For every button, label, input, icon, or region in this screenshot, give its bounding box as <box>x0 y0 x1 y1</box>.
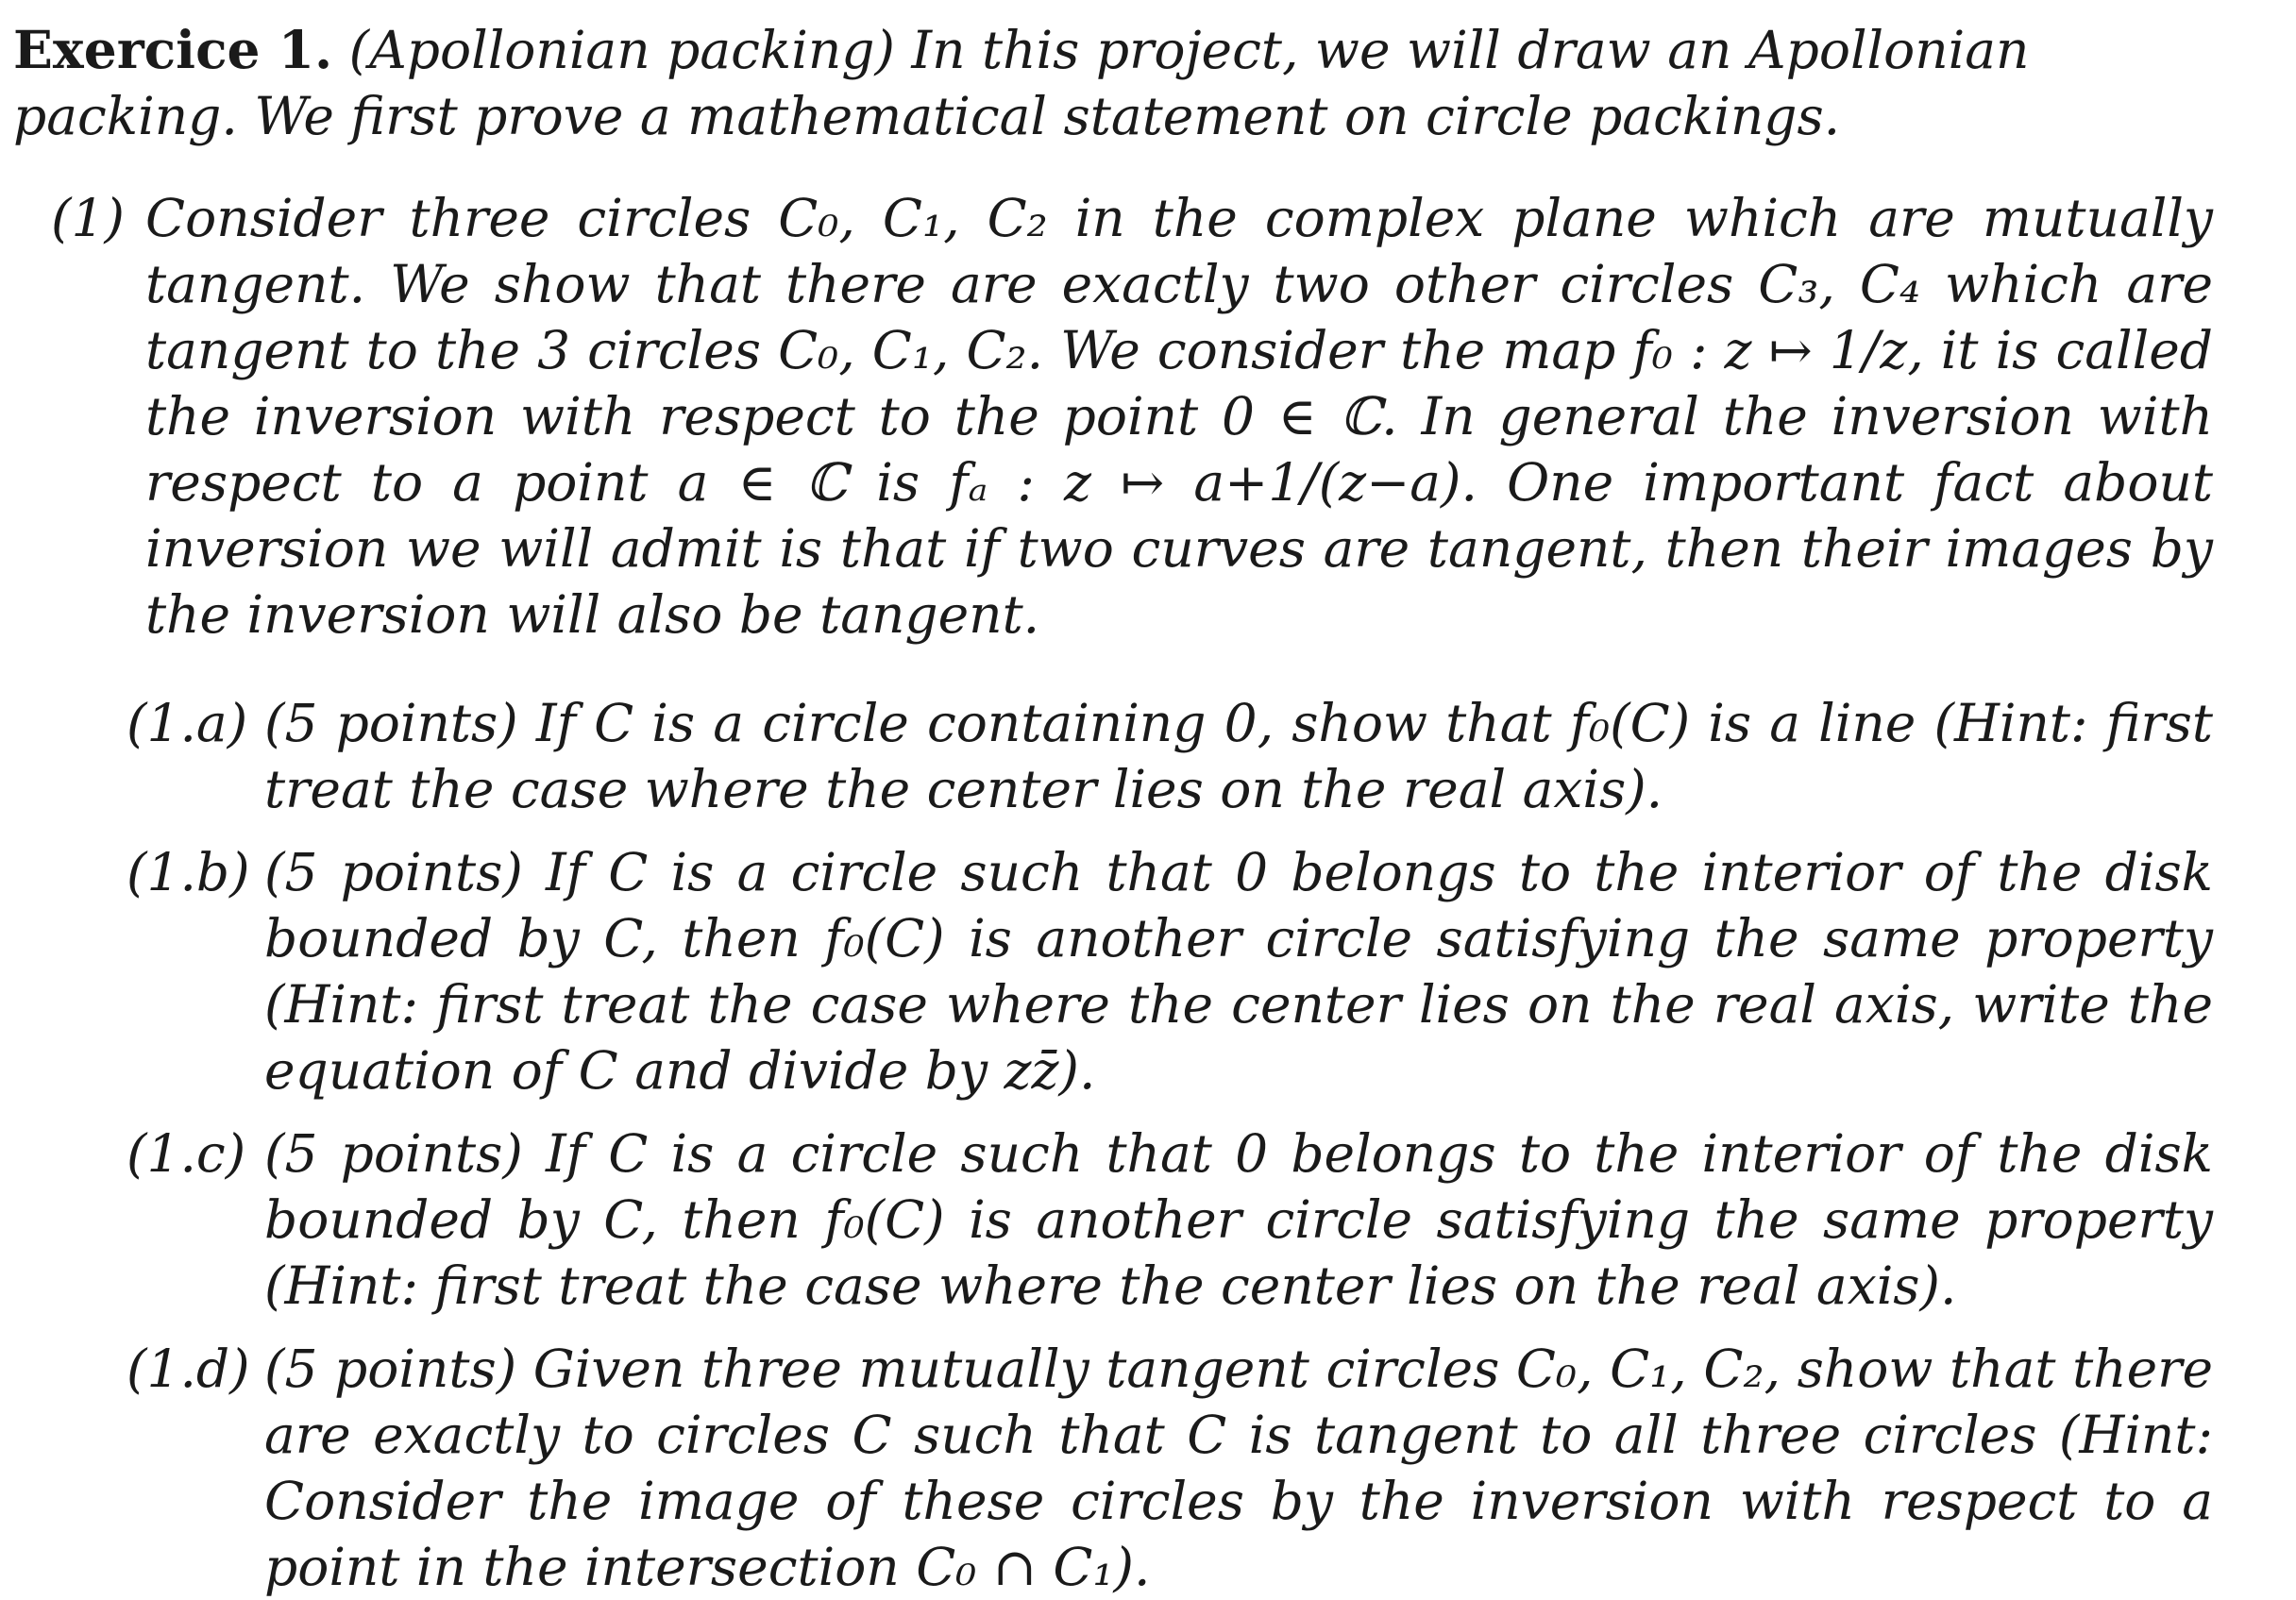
question-1b-label: (1.b) <box>127 842 250 902</box>
question-1a-label: (1.a) <box>127 693 248 753</box>
question-1-label: (1) <box>51 188 125 248</box>
exercise-intro: (Apollonian packing) In this project, we will draw an Apollonian packing. We first prove a mathematical statement on circle packings. <box>13 20 2030 146</box>
question-1b <box>13 839 2213 1103</box>
document-page <box>13 17 2213 1600</box>
question-1a <box>13 690 2213 822</box>
exercise-title: Exercice 1. <box>13 19 333 80</box>
exercise-header <box>13 17 2213 149</box>
question-1c <box>13 1120 2213 1319</box>
question-1 <box>13 185 2213 648</box>
question-1d-text: (5 points) Given three mutually tangent circles C₀, C₁, C₂, show that there are exactly to circles C such that C is tangent to all three circles (Hint: Consider the image of these circles by the inversion with respect to a point in the intersection C₀ ∩ C₁). <box>264 1339 2213 1597</box>
question-1b-text: (5 points) If C is a circle such that 0 belongs to the interior of the disk bounded by C, then f₀(C) is another circle satisfying the same property (Hint: first treat the case where the center lies on the real axis, write the equation of C and divide by zz̄). <box>264 842 2213 1101</box>
question-1c-text: (5 points) If C is a circle such that 0 belongs to the interior of the disk bounded by C, then f₀(C) is another circle satisfying the same property (Hint: first treat the case where the center lies on the real axis). <box>264 1123 2213 1316</box>
question-1-text: Consider three circles C₀, C₁, C₂ in the complex plane which are mutually tangent. We show that there are exactly two other circles C₃, C₄ which are tangent to the 3 circles C₀, C₁, C₂. We consider the map f₀ : z ↦ 1/z, it is called the inversion with respect to the point 0 ∈ ℂ. In general the inversion with respect to a point a ∈ ℂ is fₐ : z ↦ a+1/(z−a). One important fact about inversion we will admit is that if two curves are tangent, then their images by the inversion will also be tangent. <box>145 188 2213 645</box>
question-1d <box>13 1336 2213 1600</box>
question-1a-text: (5 points) If C is a circle containing 0, show that f₀(C) is a line (Hint: first treat the case where the center lies on the real axis). <box>264 693 2213 819</box>
question-1d-label: (1.d) <box>127 1339 250 1399</box>
question-1c-label: (1.c) <box>127 1123 246 1184</box>
